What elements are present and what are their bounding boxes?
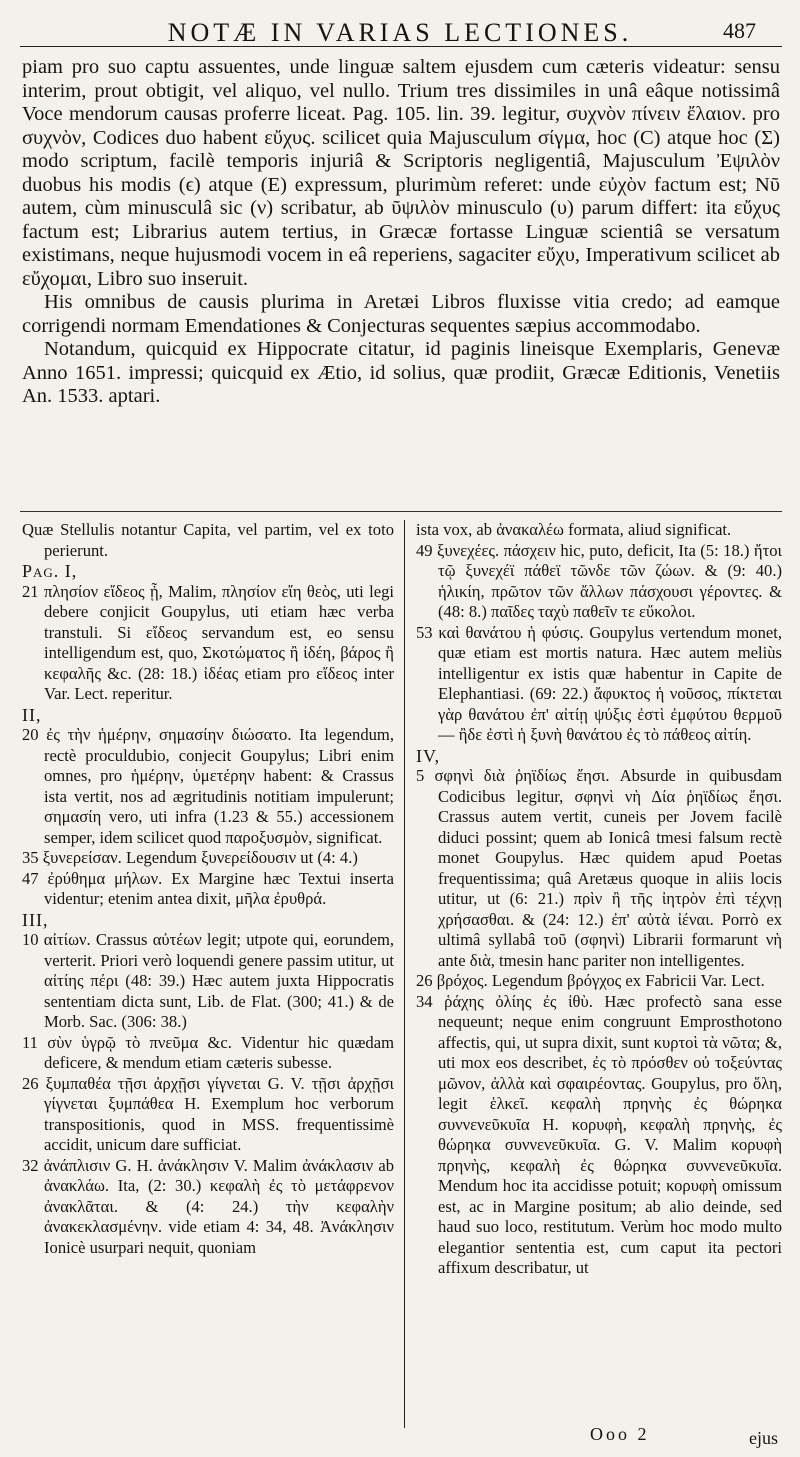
note-entry: 53 καὶ θανάτου ἡ φύσις. Goupylus vertendum monet, quæ etiam est mortis natura. Hæc autem meliùs intelligentur ex istis quæ habentur in Capite de Elephantiasi. (69: 22.) ἄφυκτος ἡ νοῦσος, πίκτεται γὰρ θανάτου ἐπ' αἰτίῃ ψύξις ἐστὶ ἐμφύτου θερμοῦ — ἢδε ἐστὶ ἡ ξυνὴ θανάτου ἐς τὸ πάθεος αἰτίη.	[416, 622, 782, 744]
note-entry: 35 ξυνερείσαν. Legendum ξυνερείδουσιν ut (4: 4.)	[22, 848, 358, 867]
note-entry: 20 ἐς τὴν ἡμέρην, σημασίην διώσατο. Ita legendum, rectè proculdubio, conjecit Goupylus; Libri enim omnes, pro ἡμέρην, ὑμετέρην habent: & Crassus ista vertit, nos ad ægritudinis notitiam impulerunt; σημασίη vero, uti infra (1.23 & 55.) accessionem semper, idem scilicet quod παροξυσμὸν, significat.	[22, 725, 394, 847]
page-footer	[0, 1424, 800, 1454]
note-entry: Quæ Stellulis notantur Capita, vel partim, vel ex toto perierunt.	[22, 520, 394, 560]
note-entry: 47 ἐρύθημα μήλων. Ex Margine hæc Textui inserta videntur; etenim antea dixit, μῆλα ἐρυθρά.	[22, 868, 394, 908]
note-entry: 5 σφηνὶ διὰ ῥηϊδίως ἔησι. Absurde in quibusdam Codicibus legitur, σφηνὶ νὴ Δία ῥηϊδίως ἔησι. Crassus autem vertit, cuneis per Jovem facilè diduci possint; quem ab Ionicâ tmesi falsum rectè monet Goupylus. Hæc quidem apud Poetas frequentissima; quâ Aretæus quoque in aliis locis utitur, ut (6: 21.) πρὶν ἢ τῆς ἰητρὸν ἐπὶ τέχνῃ χρήσασθαι. & (24: 12.) ἐπ' αὐτὰ ἰέναι. Porrò ex ultimâ syllabâ τοῦ (σφηνὶ) Librarii formarunt νὴ ante διὰ, tmesin hanc pariter non intelligentes.	[416, 766, 782, 970]
notes-rule	[20, 511, 782, 512]
signature-mark: Ooo 2	[590, 1424, 650, 1444]
note-entry: 26 ξυμπαθέα τῇσι ἀρχῇσι γίγνεται G. V. τῇσι ἀρχῇσι γίγνεται ξυμπάθεα H. Exemplum hoc verborum transpositionis, quod in MSS. frequentissimè accidit, unicum dare sufficiat.	[22, 1073, 394, 1154]
main-paragraph: Notandum, quicquid ex Hippocrate citatur, id paginis lineisque Exemplaris, Genevæ Anno 1651. impressi; quicquid ex Ætio, id solius, quæ prodiit, Græcæ Editionis, Venetiis An. 1533. aptari.	[22, 338, 780, 407]
main-text-block	[22, 56, 780, 409]
header-rule	[20, 46, 782, 47]
running-head	[0, 14, 800, 54]
main-paragraph: piam pro suo captu assuentes, unde linguæ saltem ejusdem cum cæteris videatur: sensu interim, prout obtigit, vel aliquo, vel nullo. Trium tres dissimiles in unâ eâque notissimâ Voce mendorum causas proferre liceat. Pag. 105. lin. 39. legitur, συχνὸν πίνειν ἔλαιον. pro συχνὸν, Codices duo habent εὔχυς. scilicet quia Majusculum σίγμα, hoc (C) atque hoc (Σ) modo scriptum, facilè temporis injuriâ & Scriptoris negligentiâ, Majusculum Ἐψιλὸν duobus his modis (ϵ) atque (E) expressum, plurimùm referet: unde εὐχὸν factum est; Νῦ autem, cùm minusculâ sic (ν) scribatur, ab ῦψιλὸν minusculo (υ) parum differt: ita εὔχυς factum est; Librarius autem tertius, in Græcæ fortasse Linguæ scientiâ se versatum existimans, neque hujusmodi vocem in eâ reperiens, sagaciter εὔχυ, Imperativum scilicet ab εὔχομαι, Libro suo inseruit.	[22, 56, 780, 290]
running-title: NOTÆ IN VARIAS LECTIONES.	[167, 18, 633, 47]
notes-left-column	[22, 520, 394, 1258]
section-heading: IV,	[416, 745, 441, 766]
page-number: 487	[723, 18, 756, 43]
main-paragraph: His omnibus de causis plurima in Aretæi Libros fluxisse vitia credo; ad eamque corrigendi normam Emendationes & Conjecturas sequentes sæpius accommodabo.	[22, 291, 780, 337]
note-entry: 49 ξυνεχέες. πάσχειν hic, puto, deficit, Ita (5: 18.) ἤτοι τῷ ξυνεχέϊ πάθεϊ τῶνδε τῶν ζώων. & (9: 40.) ἡλικίη, πρῶτον τῶν ἄλλων πάσχουσι γέροντες. & (48: 8.) παῖδες ταχὺ παθεῖν τε εὔκολοι.	[416, 540, 782, 621]
note-entry: 34 ῥάχης ὀλίης ἐς ἰθὺ. Hæc profectò sana esse nequeunt; neque enim congruunt Emprosthotono affectis, qui, ut supra dixit, sunt κυρτοὶ τὰ νῶτα; &, uti mox eos describet, ἐς τὸ πρόσθεν οὐ τοξεύντας μῶνον, ἀλλὰ καὶ σφαιρέοντας. Goupylus, pro ὅλη, legit ἑλκεῖ. κεφαλὴ πρηνὴς ἐς θώρηκα συννενεῦκυῖα H. κορυφὴ, κεφαλὴ πρηνὴς, ἐς θώρηκα συννενεῦκυῖα. G. V. Malim κορυφὴ πρηνὴς, κεφαλὴ ἐς θώρηκα συννενεῦκυῖα. Mendum hoc ita accidisse potuit; κορυφὴ omissum est, ac in Margine positum; ab alio deinde, sed haud suo loco, restitutum. Verùm hoc modo multo elegantior sententia est, cum caput ita pectori affixum describatur, ut	[416, 991, 782, 1277]
note-entry: 21 πλησίον εἴδεος ᾖ, Malim, πλησίον εἴη θεὸς, uti legi debere conjicit Goupylus, uti etiam hæc verba transtuli. Si εἴδεος servandum est, eo sensu intelligendum est, quo, Σκοτώματος ἢ ἰδέη, βάρος ἢ κεφαλῆς &c. (28: 18.) ἰδέας etiam pro εἴδεος inter Var. Lect. reperitur.	[22, 581, 394, 703]
section-heading: III,	[22, 909, 49, 930]
note-entry: 10 αἰτίων. Crassus αὐτέων legit; utpote qui, eorundem, verterit. Priori verò loquendi genere passim utitur, ut αἰτίης πέρι (48: 39.) Hæc autem juxta Hippocratis sententiam dicta sunt, Lib. de Flat. (300; 41.) & de Morb. Sac. (306: 38.)	[22, 930, 394, 1031]
note-entry: 26 βρόχος. Legendum βρόγχος ex Fabricii Var. Lect.	[416, 971, 765, 990]
catchword: ejus	[749, 1428, 778, 1448]
notes-right-column	[416, 520, 782, 1279]
note-entry: 32 ἀνάπλισιν G. H. ἀνάκλησιν V. Malim ἀνάκλασιν ab ἀνακλάω. Ita, (2: 30.) κεφαλὴ ἐς τὸ μετάφρενον ἀνακλᾶται. & (4: 24.) τὴν κεφαλὴν ἀνακεκλασμένην. vide etiam 4: 34, 48. Ἀνάκλησιν Ionicè usurpari nequit, quoniam	[22, 1155, 394, 1257]
section-heading: II,	[22, 704, 42, 725]
section-heading: Pag. I,	[22, 561, 78, 581]
note-entry: ista vox, ab ἀνακαλέω formata, aliud significat.	[416, 520, 732, 539]
column-divider	[404, 520, 405, 1428]
note-entry: 11 σὺν ὑγρῷ τὸ πνεῦμα &c. Videntur hic quædam deficere, & mendum etiam cæteris subesse.	[22, 1032, 394, 1072]
